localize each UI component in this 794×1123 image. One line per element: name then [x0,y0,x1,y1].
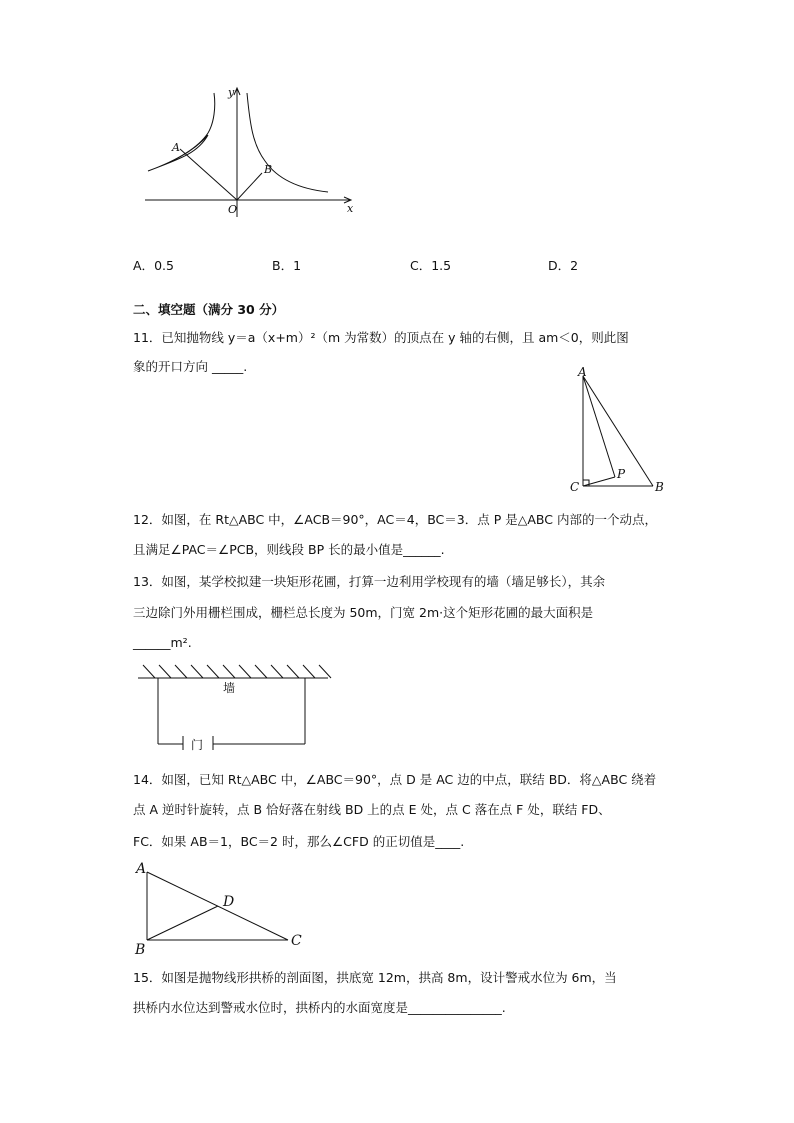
option-c [410,256,451,274]
triangle-abc-figure-12 [565,364,675,496]
label-c: C [570,480,580,494]
label-b: B [135,942,146,958]
label-o: O [228,203,238,216]
option-d-letter: D． [548,258,571,273]
label-y: y [228,86,235,99]
door-label: 门 [191,738,204,752]
option-a-value: 0.5 [154,258,174,273]
option-b-value: 1 [293,258,302,273]
option-c-value: 1.5 [431,258,452,273]
q13-line2: 三边除门外用栅栏围成，栅栏总长度为 50m，门宽 2m·这个矩形花圃的最大面积是 [133,605,594,620]
label-p: P [617,467,626,481]
option-d-value: 2 [570,258,579,273]
q14-line1: 14．如图，已知 Rt△ABC 中，∠ABC＝90°，点 D 是 AC 边的中点，联结 BD．将△ABC 绕着 [133,772,657,787]
label-c: C [291,933,302,949]
q13-line1: 13．如图，某学校拟建一块矩形花圃，打算一边利用学校现有的墙（墙足够长），其余 [133,574,606,589]
option-c-letter: C． [410,258,432,273]
option-b-letter: B． [272,258,294,273]
option-b [272,256,301,274]
q11-line1: 11．已知抛物线 y＝a（x+m）²（m 为常数）的顶点在 y 轴的右侧，且 am＜0，则此图 [133,330,629,345]
segment-cp [583,477,615,486]
label-a: A [136,861,147,877]
section-heading: 二、填空题（满分 30 分） [133,302,285,317]
q14-line3: FC．如果 AB＝1，BC＝2 时，那么∠CFD 的正切值是____. [133,834,465,849]
q14-line2: 点 A 逆时针旋转，点 B 恰好落在射线 BD 上的点 E 处，点 C 落在点 F 处，联结 FD、 [133,802,611,817]
q15-line2: 拱桥内水位达到警戒水位时，拱桥内的水面宽度是_______________. [133,1000,506,1015]
q12-line2: 且满足∠PAC＝∠PCB，则线段 BP 长的最小值是______. [133,542,445,557]
option-d [548,256,578,274]
label-x: x [347,202,354,215]
segment-ob [237,173,262,200]
segment-ap [583,376,615,477]
label-a: A [172,141,180,154]
wall-label: 墙 [223,681,236,695]
label-b: B [264,163,273,176]
hyperbola-left-branch [148,93,215,171]
wall-hatching [143,665,331,678]
q11-line2: 象的开口方向 _____. [133,359,248,374]
garden-figure [133,660,333,752]
segment-oa [180,149,237,200]
option-a-letter: A． [133,258,155,273]
segment-bd [147,906,218,940]
triangle-abc-figure-14 [133,858,308,958]
q12-line1: 12．如图，在 Rt△ABC 中，∠ACB＝90°，AC＝4，BC＝3．点 P 是△ABC 内部的一个动点， [133,512,657,527]
label-b: B [655,480,664,494]
q13-line3: ______m². [133,635,192,650]
q15-line1: 15．如图是抛物线形拱桥的剖面图，拱底宽 12m，拱高 8m，设计警戒水位为 6m，当 [133,970,617,985]
label-d: D [223,894,235,910]
option-a [133,256,174,274]
hyperbola-right-branch [247,93,328,192]
hyperbola-figure [140,85,365,220]
label-a: A [578,365,587,379]
